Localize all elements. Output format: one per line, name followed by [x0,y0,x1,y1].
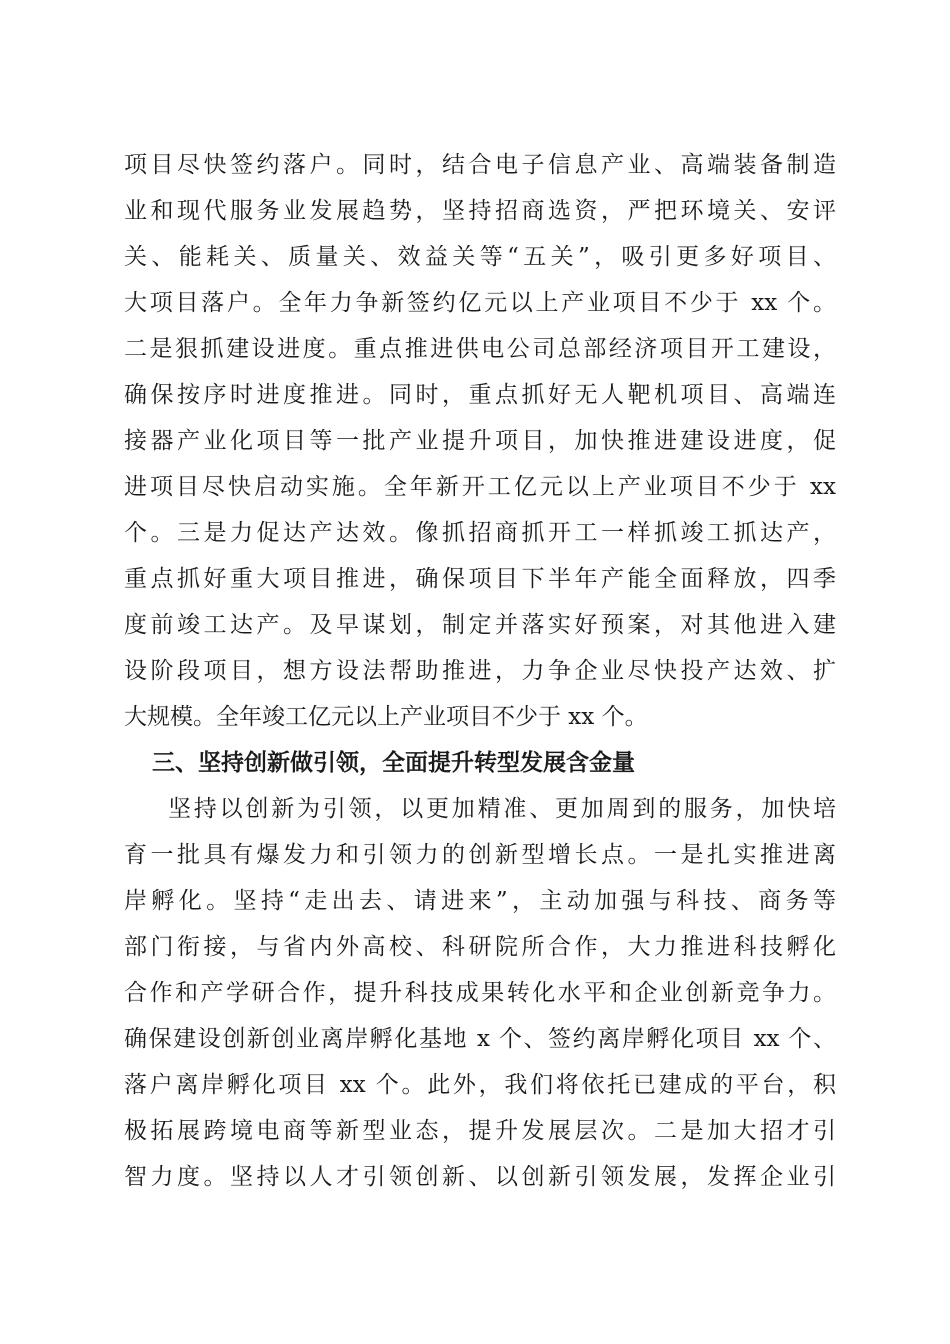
paragraph-line: 坚持以创新为引领，以更加精准、更加周到的服务，加快培 [168,796,836,822]
paragraph-line: 度前竣工达产。及早谋划，制定并落实好预案，对其他进入建 [124,612,836,638]
paragraph-line: 确保按序时进度推进。同时，重点抓好无人靶机项目、高端连 [124,382,836,408]
section-heading: 三、坚持创新做引领，全面提升转型发展含金量 [152,750,635,776]
paragraph-line: 重点抓好重大项目推进，确保项目下半年产能全面释放，四季 [124,566,836,592]
paragraph-line: 接器产业化项目等一批产业提升项目，加快推进建设进度，促 [124,428,836,454]
paragraph-line: 二是狠抓建设进度。重点推进供电公司总部经济项目开工建设， [124,336,836,362]
paragraph-line: 设阶段项目，想方设法帮助推进，力争企业尽快投产达效、扩 [124,658,836,684]
paragraph-line: 合作和产学研合作，提升科技成果转化水平和企业创新竞争力。 [124,980,836,1006]
paragraph-line: 项目尽快签约落户。同时，结合电子信息产业、高端装备制造 [124,152,836,178]
paragraph-line: 大规模。全年竣工亿元以上产业项目不少于 xx 个。 [124,704,648,730]
paragraph-line: 育一批具有爆发力和引领力的创新型增长点。一是扎实推进离 [124,842,836,868]
paragraph-line: 关、能耗关、质量关、效益关等“五关”，吸引更多好项目、 [124,244,836,270]
paragraph-line: 智力度。坚持以人才引领创新、以创新引领发展，发挥企业引 [124,1164,836,1190]
paragraph-line: 落户离岸孵化项目 xx 个。此外，我们将依托已建成的平台，积 [124,1072,836,1098]
paragraph-line: 确保建设创新创业离岸孵化基地 x 个、签约离岸孵化项目 xx 个、 [124,1026,836,1052]
paragraph-line: 进项目尽快启动实施。全年新开工亿元以上产业项目不少于 xx [124,474,836,500]
paragraph-line: 个。三是力促达产达效。像抓招商抓开工一样抓竣工抓达产， [124,520,836,546]
document-body [124,142,836,1200]
paragraph-line: 业和现代服务业发展趋势，坚持招商选资，严把环境关、安评 [124,198,836,224]
paragraph-line: 大项目落户。全年力争新签约亿元以上产业项目不少于 xx 个。 [124,290,836,316]
paragraph-project-implementation [124,142,836,740]
paragraph-line: 部门衔接，与省内外高校、科研院所合作，大力推进科技孵化 [124,934,836,960]
paragraph-line: 极拓展跨境电商等新型业态，提升发展层次。二是加大招才引 [124,1118,836,1144]
paragraph-line: 岸孵化。坚持“走出去、请进来”，主动加强与科技、商务等 [124,888,836,914]
paragraph-innovation [124,786,836,1200]
